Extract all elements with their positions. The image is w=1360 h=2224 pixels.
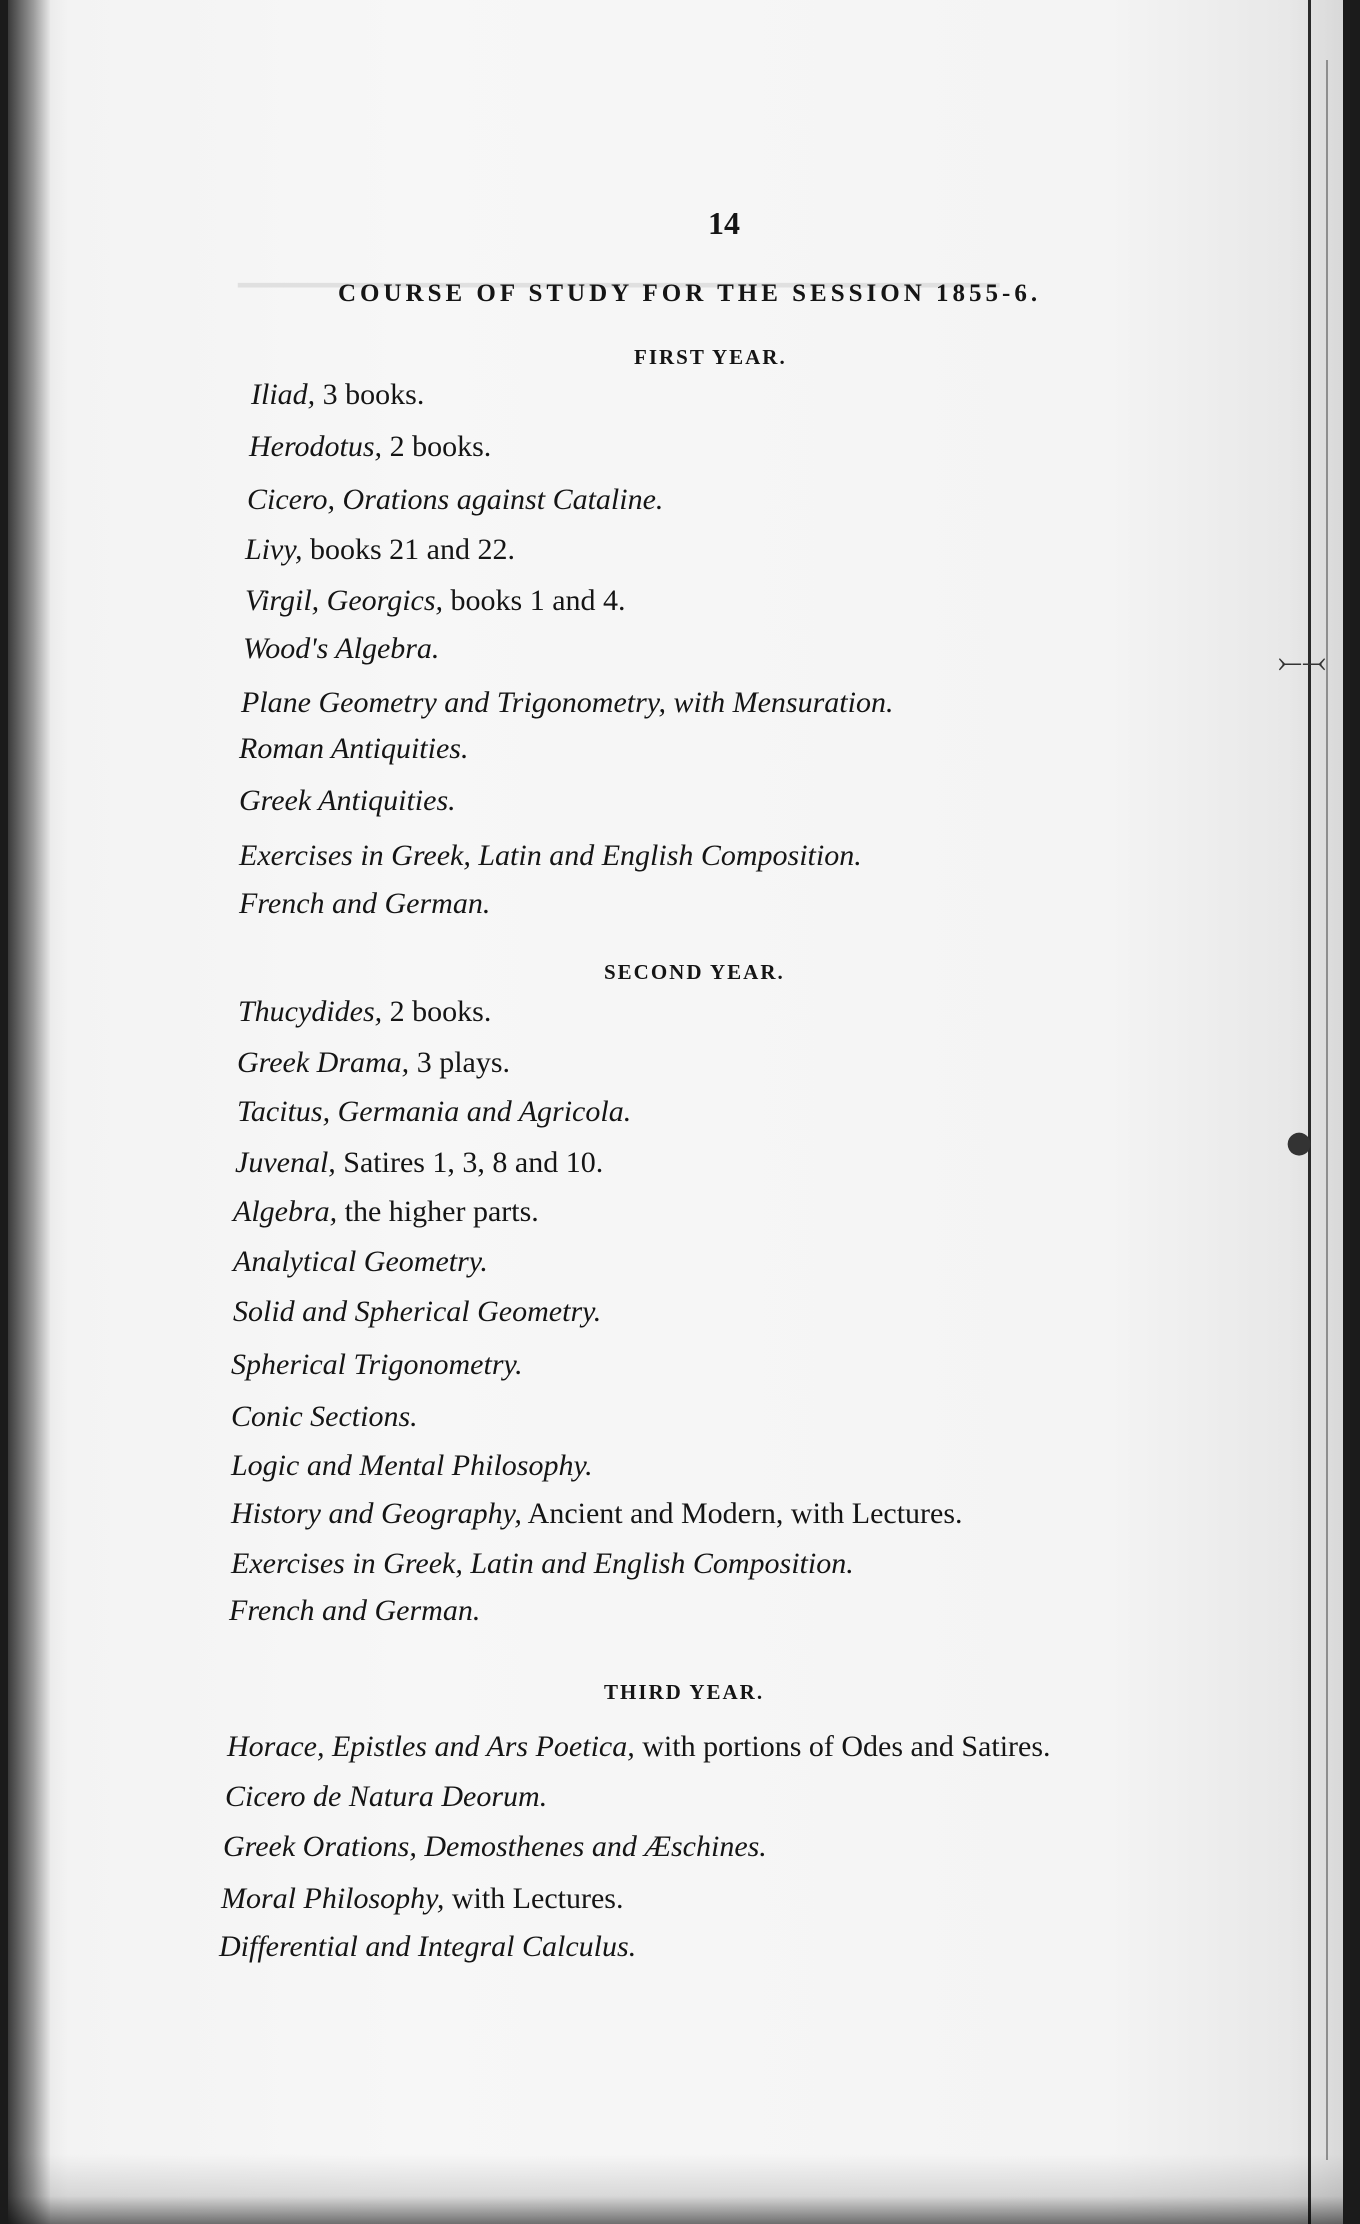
course-item [227,1730,1051,1764]
page-fold-line [1308,0,1311,2224]
course-item-detail: 2 books. [382,430,492,463]
course-item-title: Tacitus, Germania and Agricola. [237,1095,632,1128]
section-title-second-year: SECOND YEAR. [604,960,785,984]
course-item-title: French and German. [229,1594,481,1627]
course-item-detail: Ancient and Modern, with Lectures. [521,1497,963,1530]
course-item [239,732,468,766]
course-item-title: Moral Philosophy, [221,1882,445,1915]
course-item-title: Conic Sections. [231,1400,418,1433]
course-item-detail: books 1 and 4. [443,584,626,617]
course-item-title: Greek Antiquities. [239,784,456,817]
course-item-detail: with Lectures. [444,1882,624,1915]
course-item-detail: 3 books. [315,378,425,411]
course-item [237,1095,631,1129]
course-item-title: History and Geography, [231,1497,522,1530]
section-title-first-year: FIRST YEAR. [634,345,787,369]
course-item-title: Differential and Integral Calculus. [219,1930,637,1963]
course-item [239,784,456,818]
course-item-title: Thucydides, [238,995,383,1028]
course-item [243,632,439,666]
course-item-title: Exercises in Greek, Latin and English Composition. [231,1547,854,1580]
course-item [231,1547,854,1581]
course-item-title: Analytical Geometry. [233,1245,488,1278]
course-item-title: French and German. [239,887,491,920]
course-item [225,1780,547,1814]
course-item-title: Iliad, [251,378,316,411]
page-fold-edge [1326,60,1328,2160]
course-item [231,1400,418,1434]
course-item [239,839,862,873]
course-item [233,1295,601,1329]
course-item-title: Solid and Spherical Geometry. [233,1295,602,1328]
course-item-title: Herodotus, [249,430,383,463]
course-item-detail: 3 plays. [409,1046,511,1079]
bleed-through-text: ▁▁▁▁▁▁▁▁▁▁▁▁▁▁▁▁▁▁▁▁▁▁▁▁▁▁▁▁▁▁▁▁▁ [238,254,1000,287]
course-item-title: Exercises in Greek, Latin and English Composition. [239,839,862,872]
course-item [237,1046,510,1080]
course-item [231,1449,593,1483]
page-heading: COURSE OF STUDY FOR THE SESSION 1855-6. [338,280,1042,307]
course-item [233,1195,539,1229]
course-item-title: Algebra, [233,1195,338,1228]
course-item-detail: Satires 1, 3, 8 and 10. [335,1146,604,1179]
course-item [245,533,515,567]
course-item-title: Cicero de Natura Deorum. [225,1780,548,1813]
course-item [233,1245,488,1279]
binding-pin-icon: ● [1286,1125,1313,1160]
course-item-title: Livy, [245,533,303,566]
course-item-title: Roman Antiquities. [239,732,469,765]
page-content [8,0,1343,2224]
course-item-title: Logic and Mental Philosophy. [231,1449,593,1482]
course-item [235,1146,603,1180]
course-item-title: Greek Drama, [237,1046,410,1079]
page-number: 14 [708,205,740,241]
course-item [238,995,491,1029]
page-sheet [8,0,1343,2224]
binding-clip-icon: ⤚⤙ [1278,645,1326,680]
course-item-detail: with portions of Odes and Satires. [634,1730,1051,1763]
course-item [223,1830,767,1864]
course-item-title: Plane Geometry and Trigonometry, with Mensuration. [241,686,894,719]
course-item-detail: the higher parts. [337,1195,539,1228]
course-item-title: Spherical Trigonometry. [231,1348,523,1381]
section-title-third-year: THIRD YEAR. [604,1680,765,1704]
course-item-detail: 2 books. [382,995,492,1028]
course-item-title: Juvenal, [235,1146,336,1179]
course-item [249,430,491,464]
course-item-detail: books 21 and 22. [302,533,515,566]
course-item [221,1882,623,1916]
course-item-title: Greek Orations, Demosthenes and Æschines. [223,1830,767,1863]
course-item [231,1348,523,1382]
course-item [241,686,893,720]
bottom-shadow [8,2154,1343,2224]
course-item [229,1594,480,1628]
course-item [251,378,424,412]
course-item [231,1497,963,1531]
course-item-title: Wood's Algebra. [243,632,440,665]
course-item-title: Virgil, Georgics, [245,584,444,617]
course-item [219,1930,636,1964]
course-item [245,584,626,618]
course-item [247,483,663,517]
course-item [239,887,490,921]
course-item-title: Horace, Epistles and Ars Poetica, [227,1730,635,1763]
course-item-title: Cicero, Orations against Cataline. [247,483,664,516]
